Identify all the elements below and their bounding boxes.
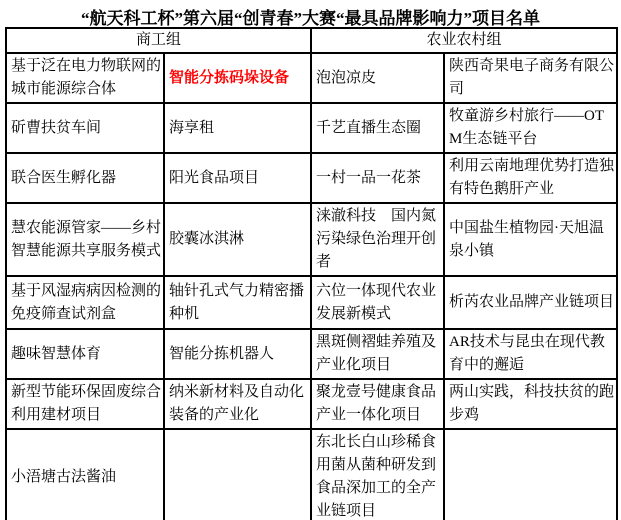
group-header-commerce-industry: 商工组 — [6, 28, 311, 53]
table-cell: 联合医生孵化器 — [6, 153, 164, 203]
table-cell: 析芮农业品牌产业链项目 — [444, 276, 617, 329]
table-cell: 陕西奇果电子商务有限公司 — [444, 53, 617, 103]
table-cell: 小浯塘古法酱油 — [6, 429, 164, 520]
project-list-table — [5, 27, 618, 520]
table-cell: 泡泡凉皮 — [311, 53, 444, 103]
table-cell: 新型节能环保固废综合利用建材项目 — [6, 379, 164, 429]
table-cell: 六位一体现代农业发展新模式 — [311, 276, 444, 329]
table-cell: 涞澈科技 国内氮污染绿色治理开创者 — [311, 203, 444, 276]
table-cell: 基于泛在电力物联网的城市能源综合体 — [6, 53, 164, 103]
table-cell: 智能分拣机器人 — [164, 329, 311, 379]
table-cell: 基于风湿病病因检测的免疫筛查试剂盒 — [6, 276, 164, 329]
table-cell: 趣味智慧体育 — [6, 329, 164, 379]
table-row — [6, 276, 617, 329]
table-row — [6, 329, 617, 379]
table-cell: 两山实践，科技扶贫的跑步鸡 — [444, 379, 617, 429]
table-row — [6, 153, 617, 203]
table-cell: 慧农能源管家——乡村智慧能源共享服务模式 — [6, 203, 164, 276]
table-cell: 千艺直播生态圈 — [311, 103, 444, 153]
group-header-row — [6, 28, 617, 53]
table-cell: 一村一品一花茶 — [311, 153, 444, 203]
group-header-agriculture-rural: 农业农村组 — [311, 28, 617, 53]
table-cell — [444, 429, 617, 520]
table-cell: 牧童游乡村旅行——OTM生态链平台 — [444, 103, 617, 153]
table-row — [6, 203, 617, 276]
table-cell: 斫曹扶贫车间 — [6, 103, 164, 153]
table-row — [6, 429, 617, 520]
table-cell: 中国盐生植物园·天旭温泉小镇 — [444, 203, 617, 276]
table-header — [6, 28, 617, 53]
table-cell: 阳光食品项目 — [164, 153, 311, 203]
table-cell: 聚龙壹号健康食品产业一体化项目 — [311, 379, 444, 429]
table-cell: 胶囊冰淇淋 — [164, 203, 311, 276]
table-cell-highlighted: 智能分拣码垛设备 — [164, 53, 311, 103]
table-cell: 轴针孔式气力精密播种机 — [164, 276, 311, 329]
table-row — [6, 379, 617, 429]
table-cell: 纳米新材料及自动化装备的产业化 — [164, 379, 311, 429]
table-cell: 东北长白山珍稀食用菌从菌种研发到食品深加工的全产业链项目 — [311, 429, 444, 520]
table-cell: 利用云南地理优势打造独有特色鹅肝产业 — [444, 153, 617, 203]
table-row — [6, 53, 617, 103]
page-title: “航天科工杯”第六届“创青春”大赛“最具品牌影响力”项目名单 — [81, 9, 540, 28]
table-cell: AR技术与昆虫在现代教育中的邂逅 — [444, 329, 617, 379]
table-cell: 海享租 — [164, 103, 311, 153]
table-cell — [164, 429, 311, 520]
table-cell: 黑斑侧褶蛙养殖及产业化项目 — [311, 329, 444, 379]
table-body — [6, 53, 617, 520]
table-row — [6, 103, 617, 153]
